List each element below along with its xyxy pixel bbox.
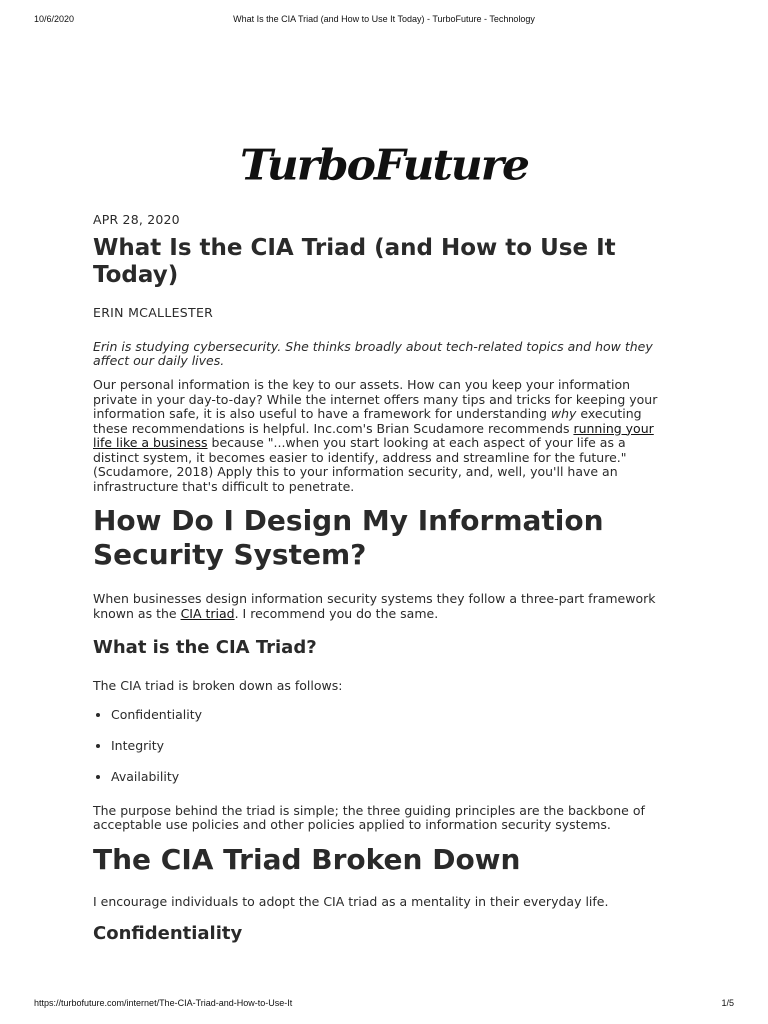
cia-triad-link[interactable]: CIA triad [180,605,235,621]
print-url: https://turbofuture.com/internet/The-CIA-Triad-and-How-to-Use-It [34,998,293,1008]
article [93,212,673,965]
section-heading-broken-down: The CIA Triad Broken Down [93,842,521,876]
intro-text-2: executing these recommendations is helpful. Inc.com's Brian Scudamore recommends [93,406,642,436]
list-item-integrity: • Integrity [111,739,673,753]
print-date: 10/6/2020 [34,14,75,24]
subsection-heading-confidentiality: Confidentiality [93,923,243,944]
list-item-confidentiality: • Confidentiality [111,708,673,722]
encourage-paragraph: I encourage individuals to adopt the CIA triad as a mentality in their everyday life. [93,893,609,909]
author-name[interactable]: ERIN MCALLESTER [93,305,214,320]
site-logo[interactable]: TurboFuture [240,141,528,190]
triad-intro-paragraph: The CIA triad is broken down as follows: [93,678,343,693]
intro-paragraph [93,378,673,494]
print-header [34,14,734,26]
triad-list [93,708,673,784]
section-heading-design: How Do I Design My Information Security System? [93,504,604,571]
article-date: APR 28, 2020 [93,212,180,227]
print-page-title: What Is the CIA Triad (and How to Use It Today) - TurboFuture - Technology [233,14,535,24]
intro-text-3: because "...when you start looking at each aspect of your life as a distinct system, it becomes easier to identify, address and streamline for the future." (Scudamore, 2018) Apply this to your information security, and, well, you'll have an infrastructure that's difficult to penetrate. [93,435,627,494]
site-logo-container [0,140,768,191]
design-text-1: When businesses design information security systems they follow a three-part framework known as the [93,591,656,621]
print-footer [34,998,734,1010]
print-page-number: 1/5 [721,998,734,1008]
article-title: What Is the CIA Triad (and How to Use It Today) [93,235,616,288]
intro-emphasis: why [550,406,577,421]
running-your-life-link[interactable]: running your life like a business [93,420,654,450]
design-paragraph [93,592,673,621]
list-item-availability: • Availability [111,770,673,784]
intro-text-1: Our personal information is the key to our assets. How can you keep your information private in your day-to-day? While the internet offers many tips and tricks for keeping your information safe, it is also useful to have a framework for understanding [93,377,658,421]
author-bio: Erin is studying cybersecurity. She thinks broadly about tech-related topics and how they affect our daily lives. [93,339,653,368]
purpose-paragraph: The purpose behind the triad is simple; the three guiding principles are the backbone of acceptable use policies and other policies applied to information security systems. [93,802,645,832]
design-text-2: . I recommend you do the same. [234,605,439,621]
subsection-heading-what-is: What is the CIA Triad? [93,637,317,658]
